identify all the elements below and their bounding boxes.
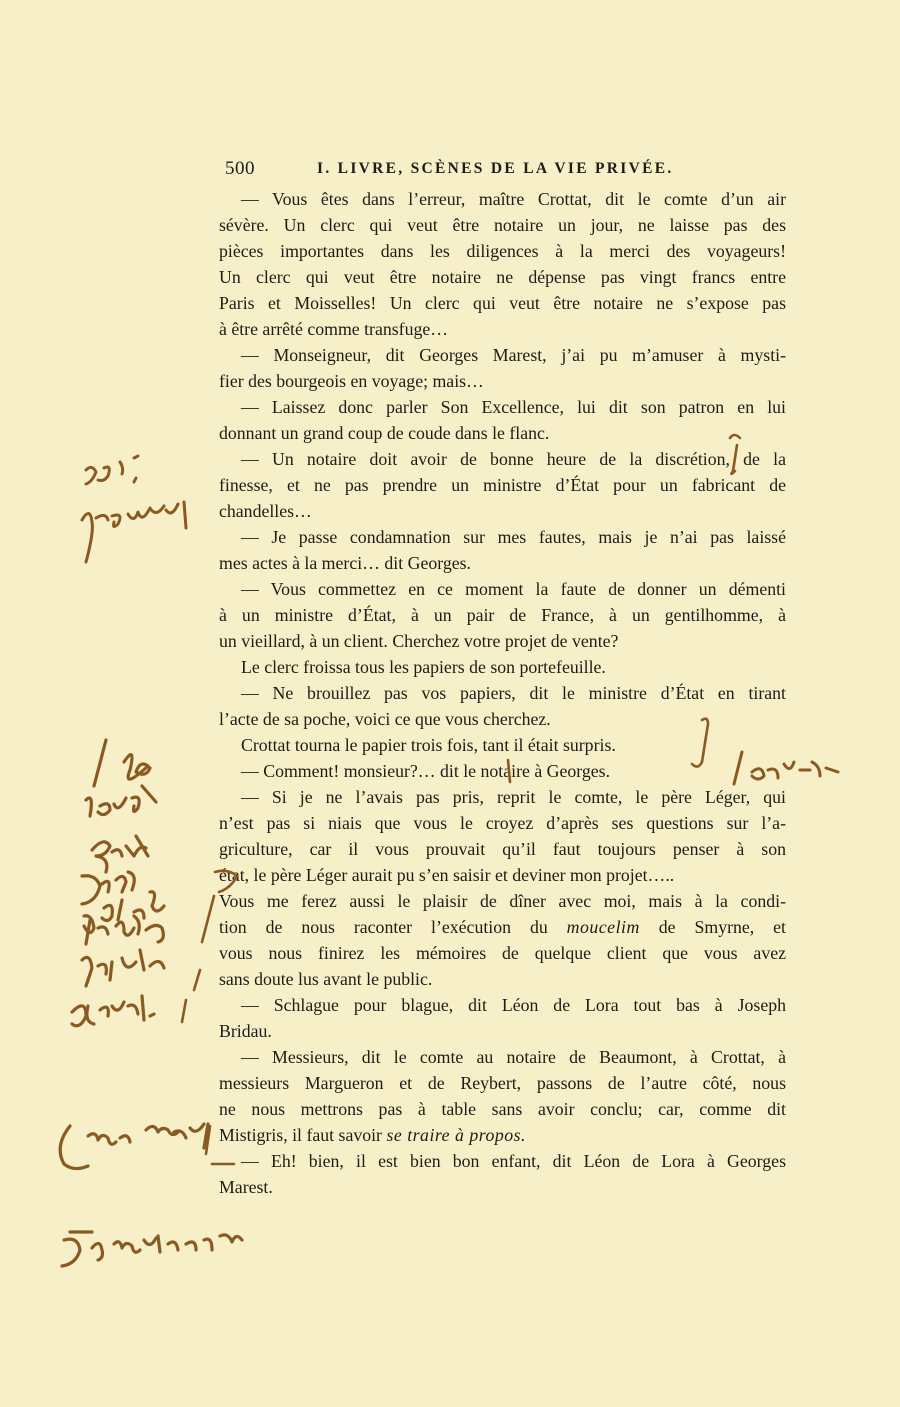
line-text: fier des bourgeois en voyage; mais… [219,371,484,391]
text-line [219,966,786,992]
text-line [219,758,786,784]
text-line [219,628,786,654]
text-line [219,1070,786,1096]
line-text: — Vous commettez en ce moment la faute de donner un démenti [241,579,786,599]
line-text: Bridau. [219,1021,272,1041]
line-text: ne nous mettrons pas à table sans avoir conclu; car, comme dit [219,1099,786,1119]
text-body [219,186,786,1200]
text-line [219,264,786,290]
text-line [219,1122,786,1148]
page-header [225,158,785,184]
text-line [219,888,786,914]
line-text: mes actes à la merci… dit Georges. [219,553,471,573]
text-line [219,212,786,238]
line-text: Un clerc qui veut être notaire ne dépense pas vingt francs entre [219,267,786,287]
line-text: — Je passe condamnation sur mes fautes, mais je n’ai pas laissé [241,527,786,547]
text-line [219,1148,786,1174]
text-line [219,524,786,550]
line-text: à un ministre d’État, à un pair de France, à un gentilhomme, à [219,605,786,625]
text-line [219,1174,786,1200]
text-line [219,290,786,316]
text-line [219,914,786,940]
text-line [219,550,786,576]
text-line [219,1018,786,1044]
line-text: — Si je ne l’avais pas pris, reprit le comte, le père Léger, qui [241,787,786,807]
line-text: — Un notaire doit avoir de bonne heure de la discrétion, de la [241,449,786,469]
text-line [219,810,786,836]
text-line [219,862,786,888]
running-head: I. LIVRE, SCÈNES DE LA VIE PRIVÉE. [317,160,674,177]
text-line [219,238,786,264]
line-text: vous nous finirez les mémoires de quelque client que vous avez [219,943,786,963]
text-line [219,940,786,966]
text-line [219,316,786,342]
handwritten-note-left-middle [72,740,164,1026]
text-line [219,498,786,524]
line-text: finesse, et ne pas prendre un ministre d’État pour un fabricant de [219,475,786,495]
line-text: sans doute lus avant le public. [219,969,433,989]
text-line [219,576,786,602]
line-text: pièces importantes dans les diligences à la merci des voyageurs! [219,241,786,261]
line-text: — Laissez donc parler Son Excellence, lui dit son patron en lui [241,397,786,417]
page-number: 500 [225,158,255,179]
handwritten-note-bottom [60,1124,242,1266]
text-line [219,342,786,368]
line-text: — Schlague pour blague, dit Léon de Lora tout bas à Joseph [241,995,786,1015]
line-text: Paris et Moisselles! Un clerc qui veut être notaire ne s’expose pas [219,293,786,313]
line-text: à être arrêté comme transfuge… [219,319,449,339]
line-text: tion de nous raconter l’exécution du [219,917,567,937]
text-line [219,420,786,446]
line-text: chandelles… [219,501,312,521]
text-line [219,784,786,810]
line-text: Mistigris, il faut savoir [219,1125,387,1145]
line-text: sévère. Un clerc qui veut être notaire un jour, ne laisse pas des [219,215,786,235]
line-text: l’acte de sa poche, voici ce que vous cherchez. [219,709,551,729]
text-line [219,680,786,706]
text-line [219,1044,786,1070]
italic-word: moucelim [566,917,640,937]
line-text: n’est pas si niais que vous le croyez d’après ses questions sur l’a- [219,813,786,833]
italic-word: se traire à propos. [386,1125,527,1145]
line-text: — Monseigneur, dit Georges Marest, j’ai pu m’amuser à mysti- [241,345,786,365]
handwritten-note-left-top [82,456,186,562]
line-text-after: de Smyrne, et [639,917,786,937]
line-text: Marest. [219,1177,273,1197]
text-line [219,446,786,472]
line-text: messieurs Margueron et de Reybert, passons de l’autre côté, nous [219,1073,786,1093]
text-line [219,368,786,394]
text-line [219,602,786,628]
line-text: — Ne brouillez pas vos papiers, dit le ministre d’État en tirant [241,683,786,703]
text-line [219,472,786,498]
line-text: griculture, car il vous prouvait qu’il faut toujours penser à son [219,839,786,859]
text-line [219,394,786,420]
text-line [219,992,786,1018]
line-text: Vous me ferez aussi le plaisir de dîner avec moi, mais à la condi- [219,891,786,911]
line-text: Crottat tourna le papier trois fois, tant il était surpris. [241,735,616,755]
line-text: — Vous êtes dans l’erreur, maître Crottat, dit le comte d’un air [241,189,786,209]
line-text: état, le père Léger aurait pu s’en saisir et deviner mon projet….. [219,865,675,885]
text-line [219,1096,786,1122]
text-line [219,836,786,862]
text-line [219,732,786,758]
line-text: Le clerc froissa tous les papiers de son portefeuille. [241,657,606,677]
line-text: un vieillard, à un client. Cherchez votre projet de vente? [219,631,619,651]
line-text: — Comment! monsieur?… dit le notaire à Georges. [241,761,611,781]
text-line [219,186,786,212]
line-text: donnant un grand coup de coude dans le flanc. [219,423,550,443]
line-text: — Messieurs, dit le comte au notaire de Beaumont, à Crottat, à [241,1047,786,1067]
text-line [219,654,786,680]
line-text: — Eh! bien, il est bien bon enfant, dit Léon de Lora à Georges [241,1151,786,1171]
text-line [219,706,786,732]
